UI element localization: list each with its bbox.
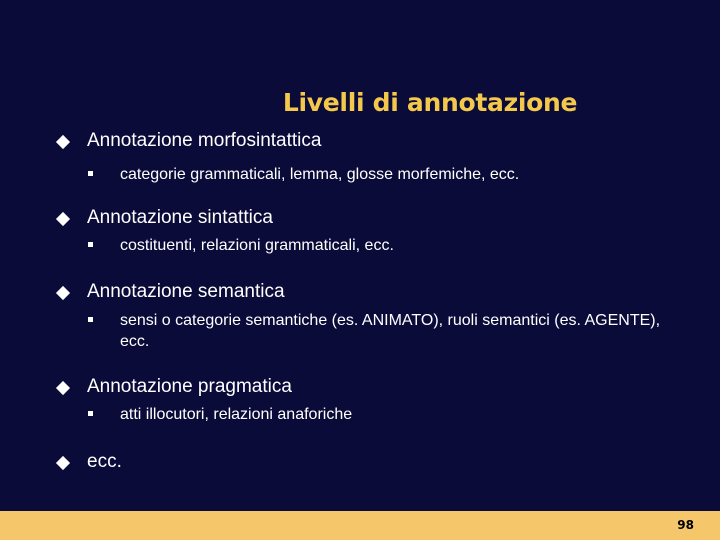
- diamond-bullet-icon: [56, 212, 69, 225]
- diamond-bullet-icon: [56, 135, 69, 148]
- bullet-item: [56, 374, 292, 400]
- sub-bullet-text: categorie grammaticali, lemma, glosse morfemiche, ecc.: [120, 166, 520, 183]
- bullet-text: Annotazione pragmatica: [87, 376, 292, 397]
- page-number: 98: [677, 518, 694, 532]
- footer-bar: [0, 511, 720, 540]
- bullet-item: [56, 128, 321, 154]
- diamond-bullet-icon: [56, 456, 69, 469]
- bullet-item: [56, 449, 122, 475]
- bullet-item: [56, 279, 285, 305]
- sub-bullet-text: costituenti, relazioni grammaticali, ecc.: [120, 237, 394, 254]
- square-bullet-icon: [88, 171, 93, 176]
- diamond-bullet-icon: [56, 381, 69, 394]
- sub-bullet-item: [88, 235, 680, 256]
- sub-bullet-item: [88, 164, 680, 185]
- bullet-text: Annotazione sintattica: [87, 207, 273, 228]
- slide-title: Livelli di annotazione: [282, 88, 578, 117]
- square-bullet-icon: [88, 242, 93, 247]
- bullet-text: Annotazione morfosintattica: [87, 130, 322, 151]
- sub-bullet-item: [88, 310, 680, 352]
- sub-bullet-text: atti illocutori, relazioni anaforiche: [120, 406, 353, 423]
- square-bullet-icon: [88, 411, 93, 416]
- bullet-text: ecc.: [87, 451, 122, 472]
- square-bullet-icon: [88, 317, 93, 322]
- sub-bullet-text: sensi o categorie semantiche (es. ANIMATO), ruoli semantici (es. AGENTE), ecc.: [120, 312, 661, 350]
- sub-bullet-item: [88, 404, 680, 425]
- bullet-item: [56, 205, 273, 231]
- diamond-bullet-icon: [56, 286, 69, 299]
- bullet-text: Annotazione semantica: [87, 281, 285, 302]
